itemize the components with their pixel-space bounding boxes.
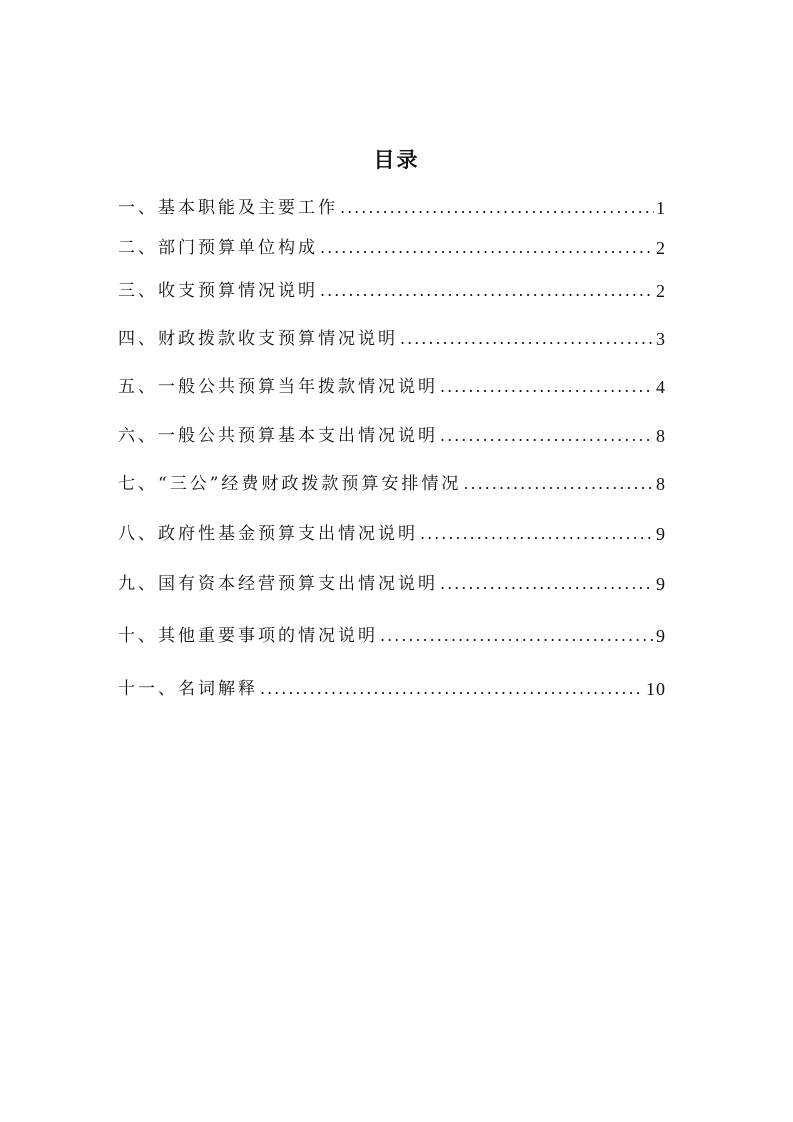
toc-entry-5[interactable]	[118, 373, 666, 399]
toc-entry-page: 9	[656, 626, 666, 646]
toc-entry-6[interactable]	[118, 422, 666, 448]
toc-title: 目录	[373, 148, 420, 172]
dot-leader	[420, 522, 654, 546]
toc-entry-label: 九、国有资本经营预算支出情况说明	[118, 574, 438, 594]
toc-entry-page: 9	[656, 574, 666, 594]
toc-entry-11[interactable]	[118, 675, 666, 701]
toc-entry-page: 9	[656, 524, 666, 544]
toc-entry-2[interactable]	[118, 234, 666, 260]
dot-leader	[463, 472, 654, 496]
toc-entry-3[interactable]	[118, 277, 666, 303]
dot-leader	[380, 624, 654, 648]
dot-leader	[320, 279, 654, 303]
toc-entry-label: 一、基本职能及主要工作	[118, 198, 338, 218]
toc-entry-page: 2	[656, 238, 666, 258]
dot-leader	[440, 375, 654, 399]
toc-entry-page: 3	[656, 329, 666, 349]
toc-entry-page: 2	[656, 281, 666, 301]
toc-entry-4[interactable]	[118, 325, 666, 351]
toc-entry-label: 三、收支预算情况说明	[118, 281, 318, 301]
toc-entry-8[interactable]	[118, 520, 666, 546]
toc-entry-page: 8	[656, 474, 666, 494]
toc-entry-page: 1	[656, 198, 666, 218]
toc-entry-9[interactable]	[118, 570, 666, 596]
dot-leader	[320, 236, 654, 260]
dot-leader	[400, 327, 654, 351]
toc-entry-page: 4	[656, 377, 666, 397]
toc-entry-label: 八、政府性基金预算支出情况说明	[118, 524, 418, 544]
toc-entry-label: 四、财政拨款收支预算情况说明	[118, 329, 398, 349]
toc-entry-label: 六、一般公共预算基本支出情况说明	[118, 426, 438, 446]
toc-entry-label: 五、一般公共预算当年拨款情况说明	[118, 377, 438, 397]
dot-leader	[340, 196, 654, 220]
toc-entry-page: 10	[646, 679, 666, 699]
dot-leader	[260, 677, 644, 701]
toc-entry-label: 十一、名词解释	[118, 679, 258, 699]
toc-entry-label: 七、“三公”经费财政拨款预算安排情况	[118, 474, 462, 494]
toc-entry-7[interactable]	[118, 470, 666, 496]
dot-leader	[440, 572, 654, 596]
toc-entry-label: 二、部门预算单位构成	[118, 238, 318, 258]
dot-leader	[440, 424, 654, 448]
toc-entry-1[interactable]	[118, 194, 666, 220]
toc-entry-page: 8	[656, 426, 666, 446]
toc-entry-label: 十、其他重要事项的情况说明	[118, 626, 378, 646]
toc-entry-10[interactable]	[118, 622, 666, 648]
